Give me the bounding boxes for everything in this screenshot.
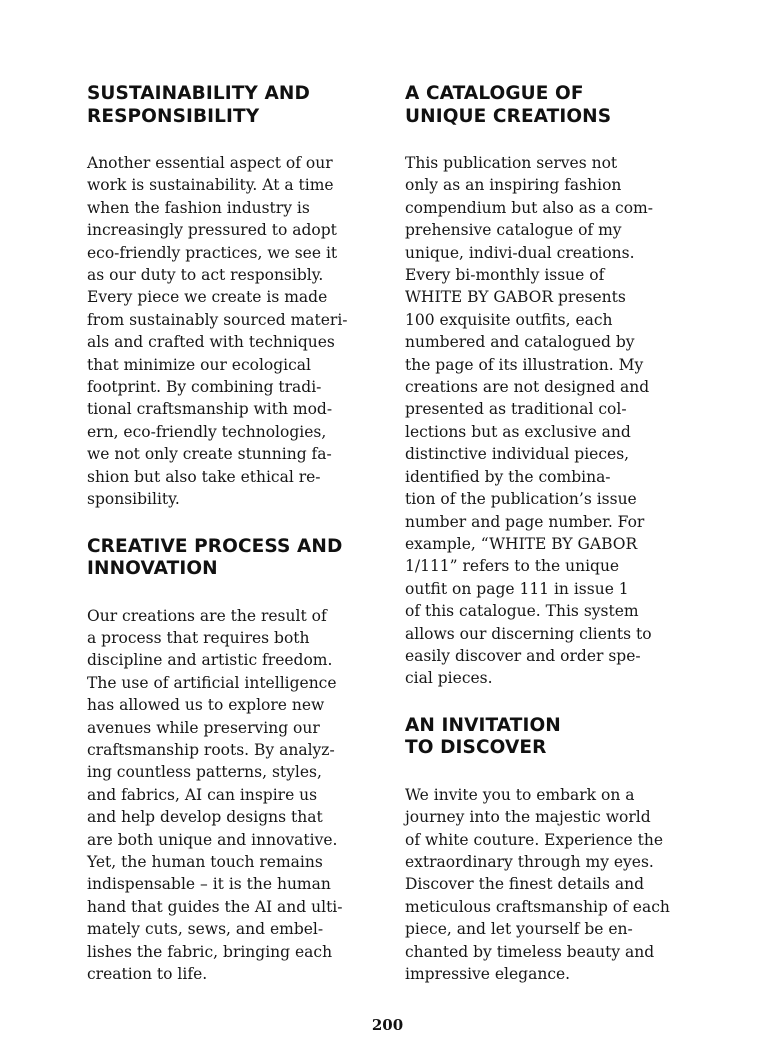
section-body: Another essential aspect of our work is sustainability. At a time when the fashion industry is increasingly pressured to adopt eco-friendly practices, we see it as our duty to act responsibly. Every piece we create is made from sustainably sourced materi- als and crafted with techniques that minimize our ecological footprint. By combining tradi- tional craftsmanship with mod- ern, eco-friendly technologies, we not only create stunning fa- shion but also take ethical re- sponsibility. xyxy=(87,154,348,509)
section-invitation xyxy=(405,715,695,986)
section-heading: CREATIVE PROCESS AND INNOVATION xyxy=(87,535,343,579)
left-column xyxy=(87,83,377,1010)
section-body: Our creations are the result of a process that requires both discipline and artistic freedom. The use of artificial intelligence has allowed us to explore new avenues while preserving our craftsmanship roots. By analyz- ing countless patterns, styles, and fabrics, AI can inspire us and help develop designs that are both unique and innovative. Yet, the human touch remains indispensable – it is the human hand that guides the AI and ulti- mately cuts, sews, and embel- lishes the fabric, bringing each creation to life. xyxy=(87,606,343,983)
section-heading: SUSTAINABILITY AND RESPONSIBILITY xyxy=(87,83,310,127)
section-heading: AN INVITATION TO DISCOVER xyxy=(405,714,561,759)
section-heading: A CATALOGUE OF UNIQUE CREATIONS xyxy=(405,83,612,127)
right-column xyxy=(405,83,695,1010)
section-body: We invite you to embark on a journey into the majestic world of white couture. Experience the extraordinary through my eyes. Discover the finest details and meticulous craftsmanship of each piece, and let yourself be en- chanted by timeless beauty and impressive elegance. xyxy=(405,785,670,983)
section-sustainability xyxy=(87,83,377,511)
section-catalogue xyxy=(405,83,695,690)
section-body: This publication serves not only as an inspiring fashion compendium but also as a com- prehensive catalogue of my unique, indivi-dual creations. Every bi-monthly issue of WHITE BY GABOR presents 100 exquisite outfits, each numbered and catalogued by the page of its illustration. My creations are not designed and presented as traditional col- lections but as exclusive and distinctive individual pieces, identified by the combina- tion of the publication’s issue number and page number. For example, “WHITE BY GABOR 1/111” refers to the unique outfit on page 111 in issue 1 of this catalogue. This system allows our discerning clients to easily discover and order spe- cial pieces. xyxy=(405,154,653,688)
section-creative-process xyxy=(87,536,377,986)
page-number: 200 xyxy=(371,1016,404,1034)
